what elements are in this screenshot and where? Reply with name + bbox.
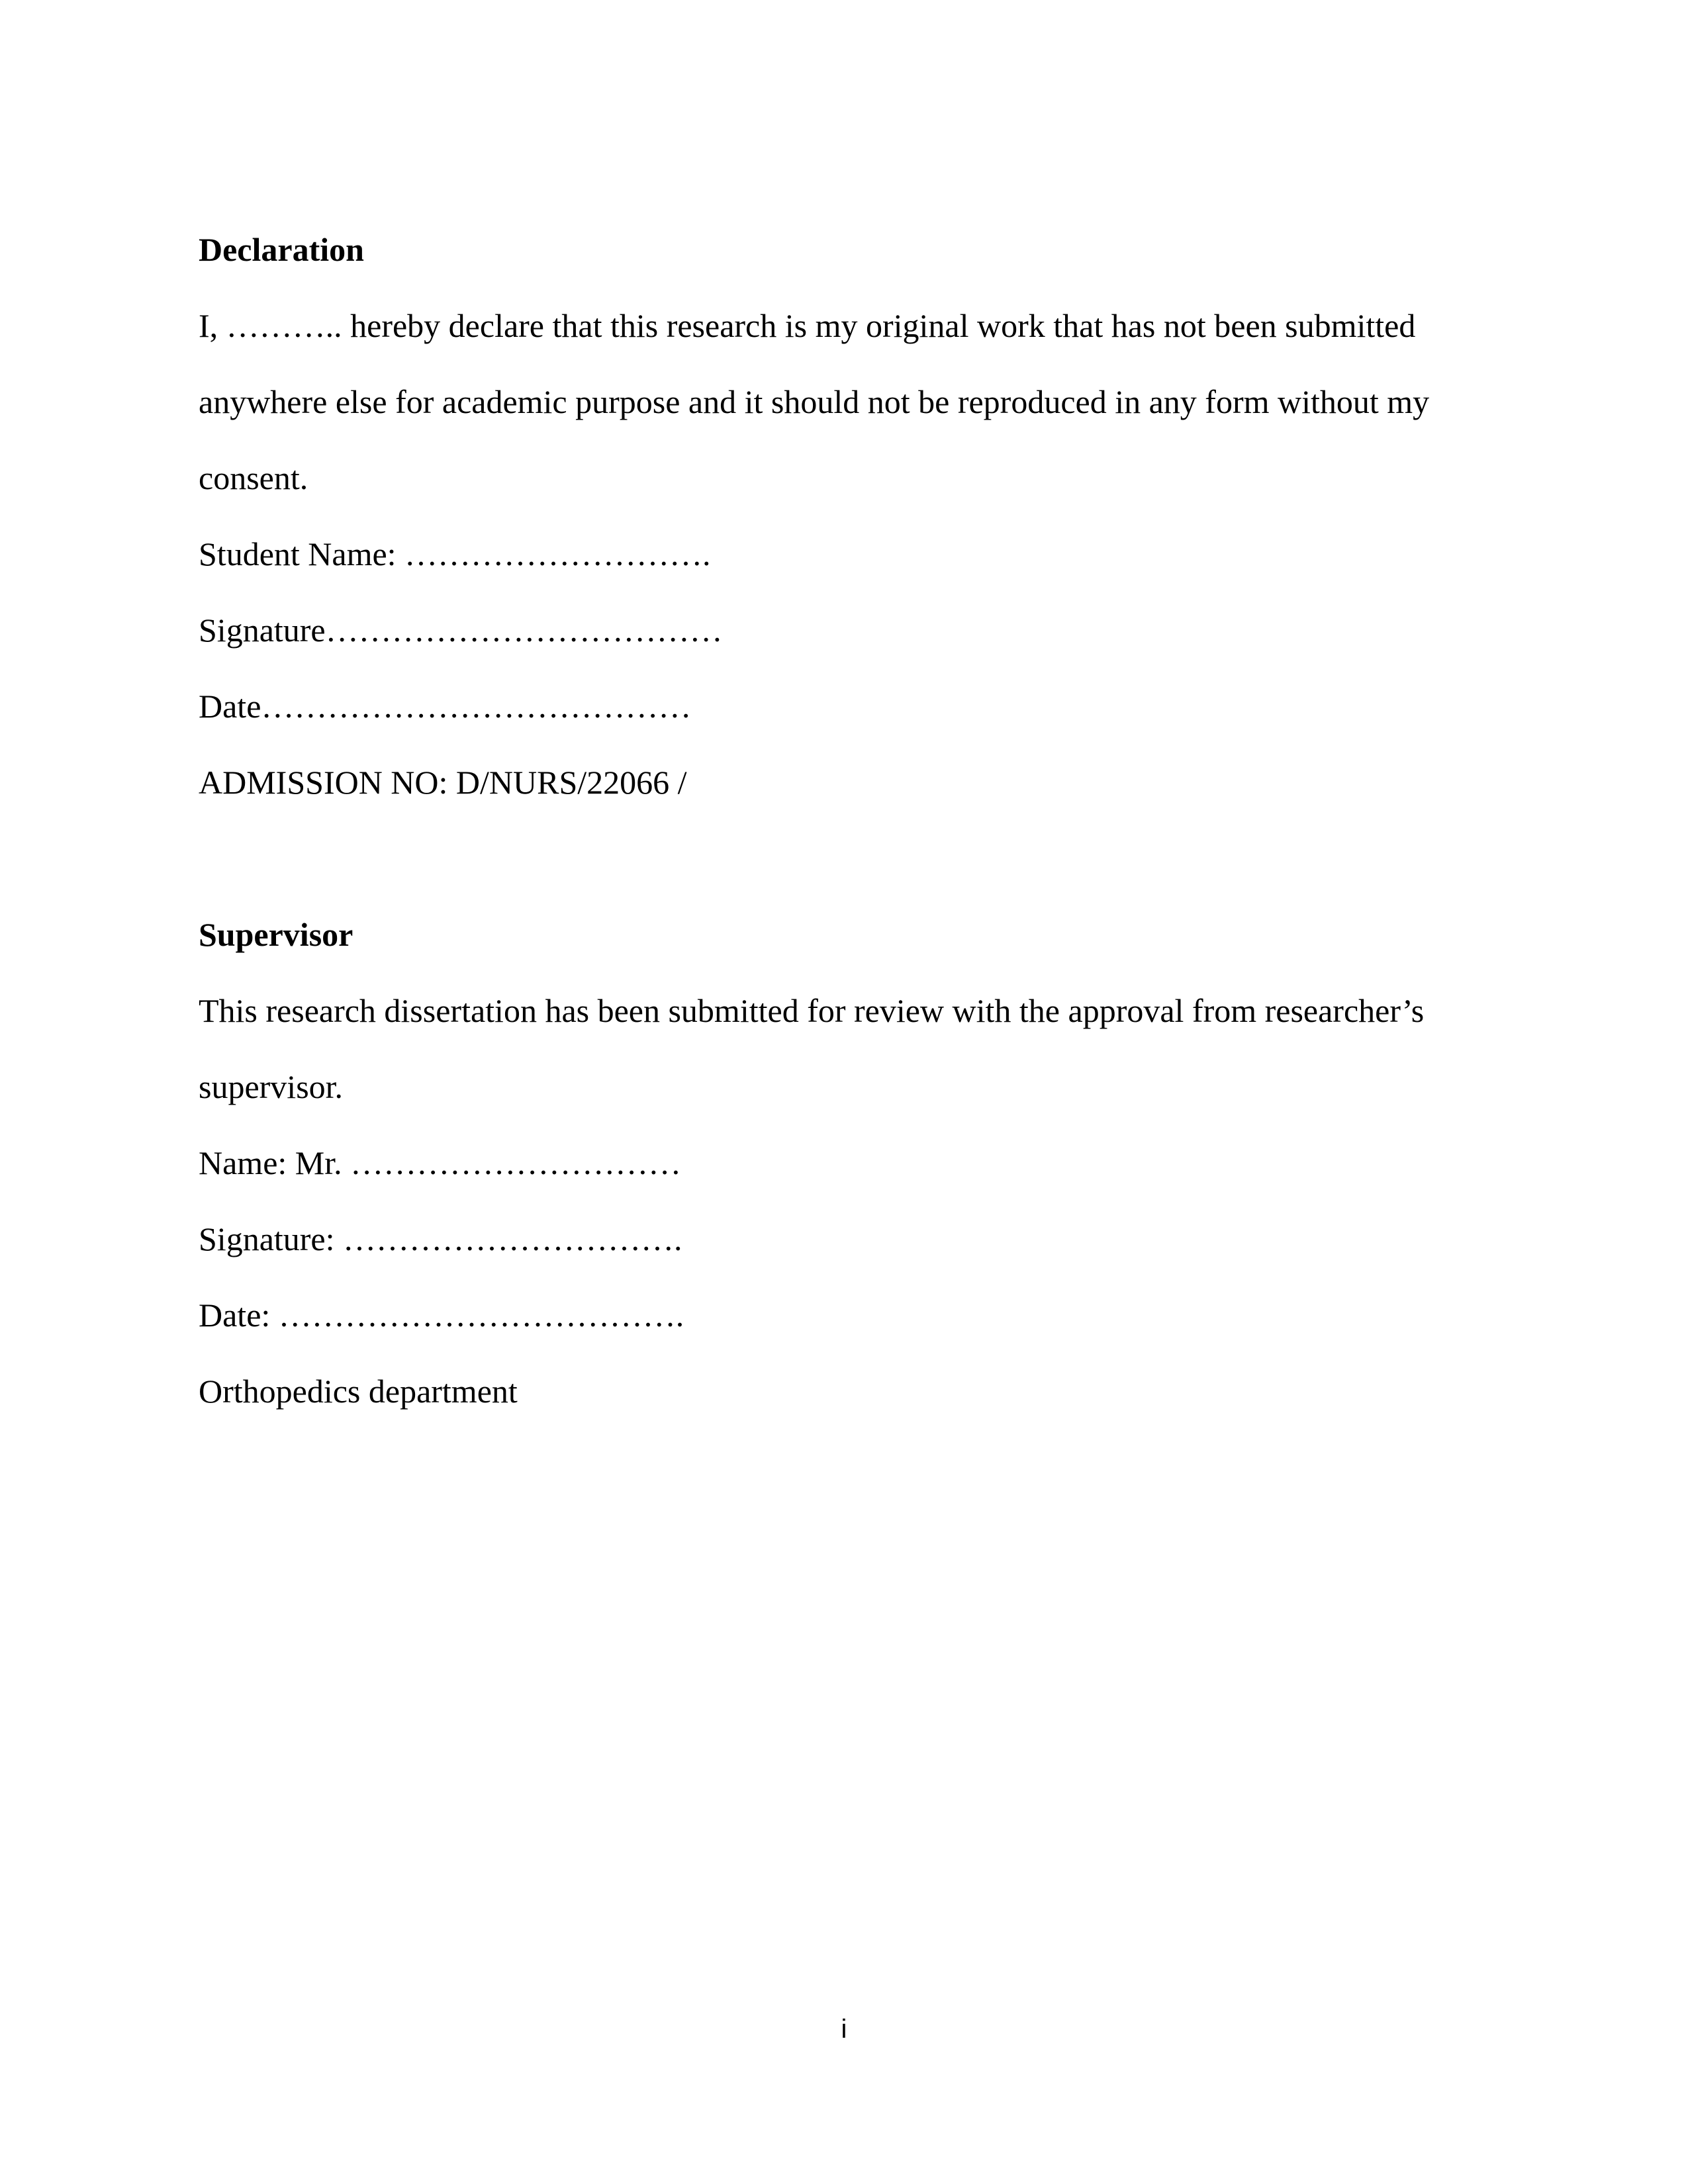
supervisor-date-field-line: Date: ……………………………….: [199, 1297, 684, 1334]
department-line: Orthopedics department: [199, 1373, 518, 1410]
supervisor-heading: Supervisor: [199, 916, 353, 953]
admission-no-line: ADMISSION NO: D/NURS/22066 /: [199, 764, 687, 801]
supervisor-signature-field-line: Signature: ………………………….: [199, 1220, 682, 1257]
student-signature-field-line: Signature………………………………: [199, 612, 723, 649]
supervisor-name-field-line: Name: Mr. …………………………: [199, 1144, 682, 1181]
section-spacer: [199, 821, 1489, 897]
declaration-body-line-2: anywhere else for academic purpose and it should not be reproduced in any form without my: [199, 383, 1430, 420]
page-body: [199, 212, 1489, 1430]
supervisor-body-line-2: supervisor.: [199, 1068, 344, 1105]
declaration-body-line-1: I, ……….. hereby declare that this research is my original work that has not been submitted: [199, 307, 1416, 344]
supervisor-body-line-1: This research dissertation has been submitted for review with the approval from researcher’s: [199, 992, 1425, 1029]
declaration-heading: Declaration: [199, 231, 364, 268]
student-date-field-line: Date…………………………………: [199, 688, 692, 725]
declaration-body-line-3: consent.: [199, 459, 308, 496]
student-name-field-line: Student Name: ……………………….: [199, 535, 711, 572]
page-number: i: [841, 2015, 847, 2044]
